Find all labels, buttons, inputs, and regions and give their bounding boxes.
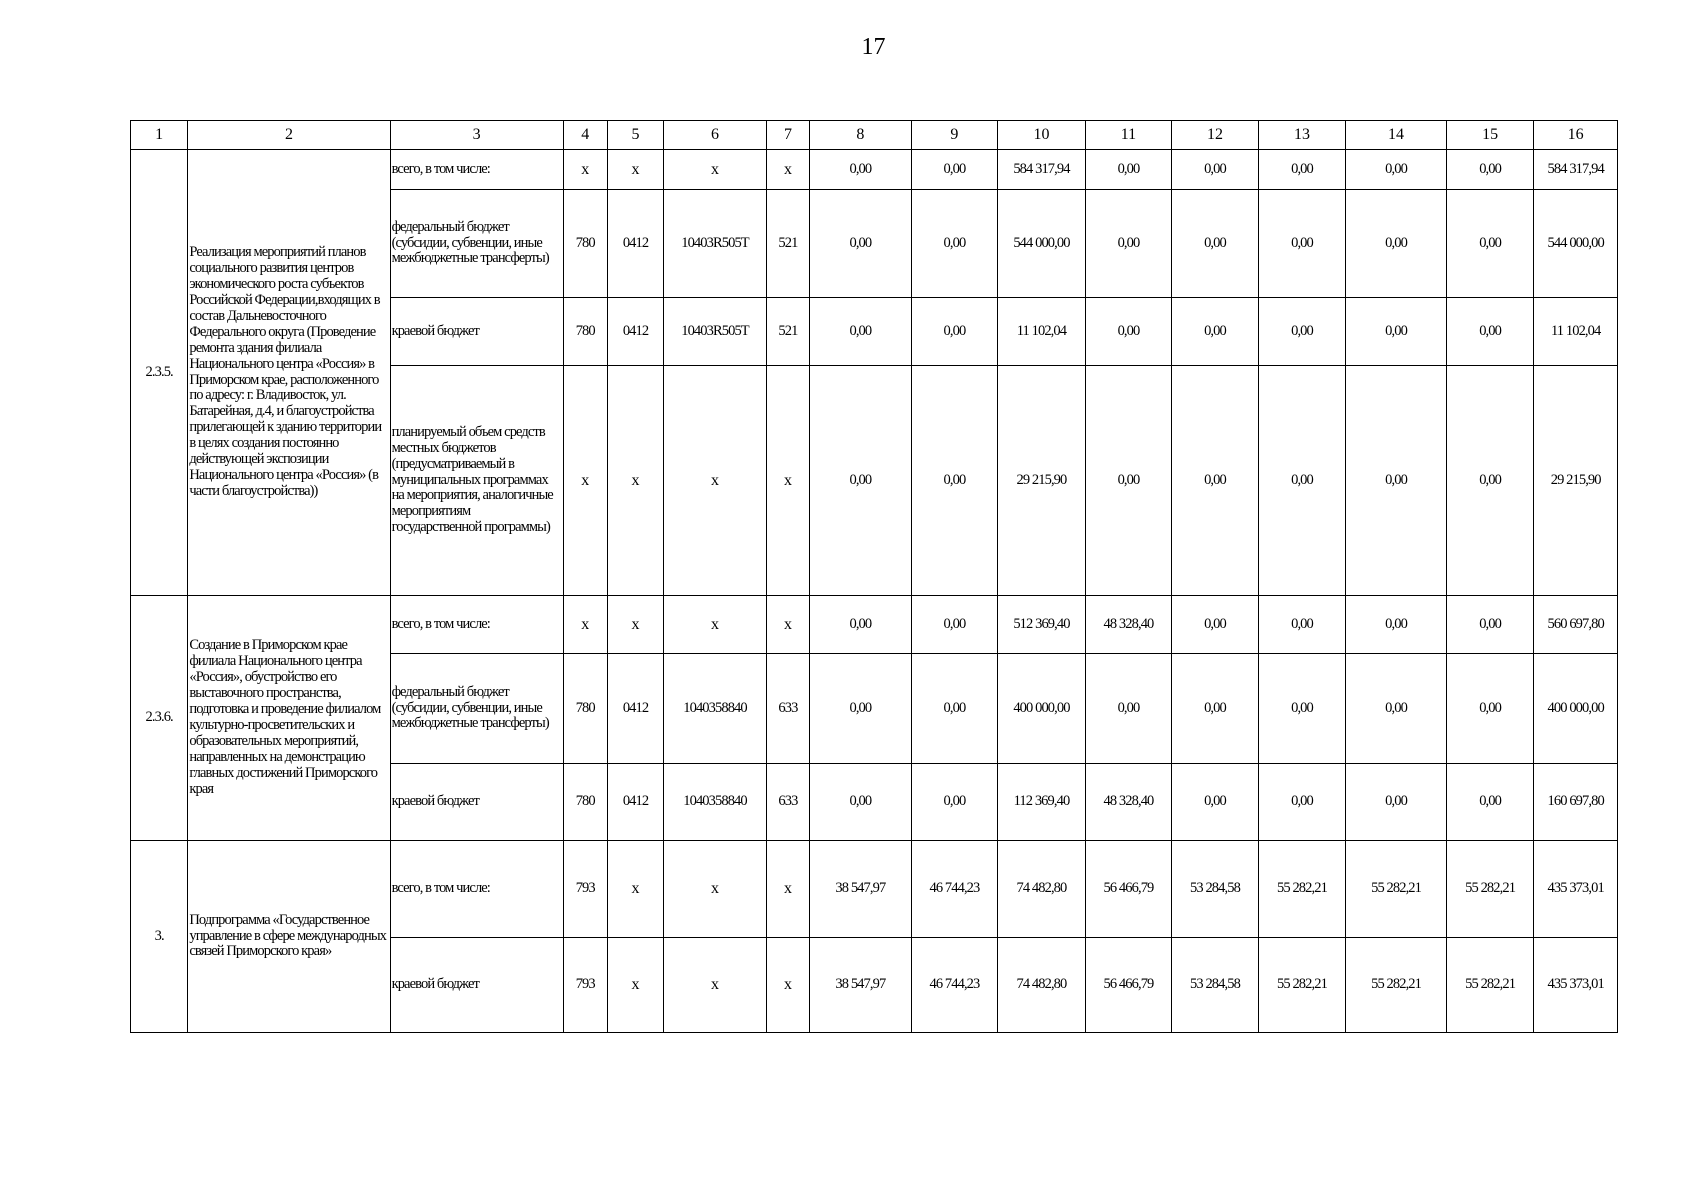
admin-code: 793	[563, 938, 607, 1033]
column-number-15: 15	[1446, 121, 1534, 150]
column-number-10: 10	[998, 121, 1086, 150]
amount-col-9: 0,00	[911, 366, 998, 596]
column-number-7: 7	[766, 121, 809, 150]
amount-col-13: 0,00	[1258, 190, 1346, 298]
amount-col-14: 0,00	[1346, 366, 1447, 596]
admin-code: 780	[563, 298, 607, 366]
expense-type-code: 633	[766, 654, 809, 764]
funding-source: федеральный бюджет (субсидии, субвенции, иные межбюджетные трансферты)	[390, 654, 563, 764]
funding-source: краевой бюджет	[390, 938, 563, 1033]
amount-col-14: 55 282,21	[1346, 938, 1447, 1033]
amount-col-16: 544 000,00	[1534, 190, 1618, 298]
amount-col-15: 0,00	[1446, 596, 1534, 654]
amount-col-9: 46 744,23	[911, 841, 998, 938]
amount-col-11: 0,00	[1085, 150, 1172, 190]
amount-col-11: 0,00	[1085, 366, 1172, 596]
amount-col-10: 584 317,94	[998, 150, 1086, 190]
amount-col-8: 0,00	[810, 298, 912, 366]
amount-col-15: 0,00	[1446, 190, 1534, 298]
admin-code: x	[563, 150, 607, 190]
activity-name: Реализация мероприятий планов социального развития центров экономического роста субъектов Российской Федерации,входящих в состав Дальневосточного Федерального округа (Проведение ремонта здания филиала Национального центра «Россия» в Приморском крае, расположенного по адресу: г. Владивосток, ул. Батарейная, д.4, и благоустройства прилегающей к зданию территории в целях создания постоянно действующей экспозиции Национального центра «Россия» (в части благоустройства))	[188, 150, 390, 596]
amount-col-13: 55 282,21	[1258, 841, 1346, 938]
amount-col-12: 0,00	[1172, 150, 1259, 190]
target-article-code: 1040358840	[664, 654, 767, 764]
amount-col-10: 29 215,90	[998, 366, 1086, 596]
column-number-1: 1	[131, 121, 188, 150]
admin-code: 793	[563, 841, 607, 938]
section-code: 0412	[607, 190, 663, 298]
admin-code: 780	[563, 764, 607, 841]
target-article-code: 1040358840	[664, 764, 767, 841]
amount-col-9: 0,00	[911, 298, 998, 366]
target-article-code: x	[664, 841, 767, 938]
amount-col-13: 0,00	[1258, 596, 1346, 654]
column-number-11: 11	[1085, 121, 1172, 150]
section-code: x	[607, 366, 663, 596]
amount-col-8: 0,00	[810, 150, 912, 190]
expense-type-code: x	[766, 366, 809, 596]
expense-type-code: 633	[766, 764, 809, 841]
amount-col-9: 46 744,23	[911, 938, 998, 1033]
amount-col-11: 0,00	[1085, 190, 1172, 298]
amount-col-15: 0,00	[1446, 298, 1534, 366]
funding-source: всего, в том числе:	[390, 841, 563, 938]
section-code: 0412	[607, 764, 663, 841]
amount-col-12: 0,00	[1172, 190, 1259, 298]
row-number: 3.	[131, 841, 188, 1033]
amount-col-14: 0,00	[1346, 150, 1447, 190]
amount-col-13: 0,00	[1258, 764, 1346, 841]
amount-col-15: 55 282,21	[1446, 841, 1534, 938]
amount-col-15: 55 282,21	[1446, 938, 1534, 1033]
activity-name: Подпрограмма «Государственное управление в сфере международных связей Приморского края»	[188, 841, 390, 1033]
amount-col-10: 74 482,80	[998, 841, 1086, 938]
amount-col-15: 0,00	[1446, 366, 1534, 596]
column-number-8: 8	[810, 121, 912, 150]
column-number-14: 14	[1346, 121, 1447, 150]
column-number-row	[131, 121, 1618, 150]
admin-code: x	[563, 596, 607, 654]
column-number-9: 9	[911, 121, 998, 150]
amount-col-13: 0,00	[1258, 654, 1346, 764]
section-code: x	[607, 938, 663, 1033]
funding-source: всего, в том числе:	[390, 596, 563, 654]
amount-col-8: 0,00	[810, 190, 912, 298]
column-number-5: 5	[607, 121, 663, 150]
target-article-code: x	[664, 150, 767, 190]
amount-col-16: 435 373,01	[1534, 938, 1618, 1033]
admin-code: 780	[563, 654, 607, 764]
section-code: 0412	[607, 654, 663, 764]
funding-source: всего, в том числе:	[390, 150, 563, 190]
section-code: 0412	[607, 298, 663, 366]
amount-col-10: 112 369,40	[998, 764, 1086, 841]
amount-col-9: 0,00	[911, 654, 998, 764]
expense-type-code: x	[766, 596, 809, 654]
target-article-code: x	[664, 938, 767, 1033]
column-number-13: 13	[1258, 121, 1346, 150]
amount-col-14: 55 282,21	[1346, 841, 1447, 938]
amount-col-14: 0,00	[1346, 596, 1447, 654]
amount-col-9: 0,00	[911, 190, 998, 298]
amount-col-15: 0,00	[1446, 764, 1534, 841]
amount-col-8: 0,00	[810, 366, 912, 596]
amount-col-13: 0,00	[1258, 150, 1346, 190]
amount-col-10: 512 369,40	[998, 596, 1086, 654]
amount-col-14: 0,00	[1346, 298, 1447, 366]
target-article-code: 10403R505T	[664, 190, 767, 298]
amount-col-11: 0,00	[1085, 298, 1172, 366]
column-number-16: 16	[1534, 121, 1618, 150]
amount-col-9: 0,00	[911, 764, 998, 841]
amount-col-11: 48 328,40	[1085, 764, 1172, 841]
amount-col-12: 0,00	[1172, 366, 1259, 596]
section-code: x	[607, 841, 663, 938]
amount-col-16: 29 215,90	[1534, 366, 1618, 596]
funding-source: краевой бюджет	[390, 298, 563, 366]
amount-col-10: 74 482,80	[998, 938, 1086, 1033]
expense-type-code: x	[766, 150, 809, 190]
amount-col-11: 48 328,40	[1085, 596, 1172, 654]
column-number-3: 3	[390, 121, 563, 150]
funding-source: краевой бюджет	[390, 764, 563, 841]
amount-col-8: 0,00	[810, 654, 912, 764]
admin-code: 780	[563, 190, 607, 298]
column-number-2: 2	[188, 121, 390, 150]
amount-col-11: 0,00	[1085, 654, 1172, 764]
section-code: x	[607, 150, 663, 190]
expense-type-code: x	[766, 841, 809, 938]
amount-col-12: 0,00	[1172, 654, 1259, 764]
amount-col-9: 0,00	[911, 150, 998, 190]
amount-col-11: 56 466,79	[1085, 938, 1172, 1033]
amount-col-10: 11 102,04	[998, 298, 1086, 366]
amount-col-10: 400 000,00	[998, 654, 1086, 764]
amount-col-8: 0,00	[810, 764, 912, 841]
amount-col-8: 38 547,97	[810, 938, 912, 1033]
table-row	[131, 841, 1618, 938]
expense-type-code: 521	[766, 298, 809, 366]
amount-col-15: 0,00	[1446, 150, 1534, 190]
amount-col-8: 38 547,97	[810, 841, 912, 938]
amount-col-16: 584 317,94	[1534, 150, 1618, 190]
amount-col-16: 160 697,80	[1534, 764, 1618, 841]
amount-col-13: 55 282,21	[1258, 938, 1346, 1033]
amount-col-16: 435 373,01	[1534, 841, 1618, 938]
table-row	[131, 150, 1618, 190]
funding-source: федеральный бюджет (субсидии, субвенции, иные межбюджетные трансферты)	[390, 190, 563, 298]
expense-type-code: 521	[766, 190, 809, 298]
column-number-6: 6	[664, 121, 767, 150]
page-number: 17	[861, 34, 886, 60]
amount-col-13: 0,00	[1258, 366, 1346, 596]
amount-col-9: 0,00	[911, 596, 998, 654]
amount-col-13: 0,00	[1258, 298, 1346, 366]
column-number-12: 12	[1172, 121, 1259, 150]
amount-col-10: 544 000,00	[998, 190, 1086, 298]
amount-col-12: 53 284,58	[1172, 938, 1259, 1033]
amount-col-14: 0,00	[1346, 654, 1447, 764]
amount-col-11: 56 466,79	[1085, 841, 1172, 938]
target-article-code: x	[664, 596, 767, 654]
funding-source: планируемый объем средств местных бюджетов (предусматриваемый в муниципальных программах на мероприятия, аналогичные мероприятиям государственной программы)	[390, 366, 563, 596]
amount-col-14: 0,00	[1346, 764, 1447, 841]
amount-col-16: 400 000,00	[1534, 654, 1618, 764]
section-code: x	[607, 596, 663, 654]
amount-col-16: 560 697,80	[1534, 596, 1618, 654]
amount-col-12: 0,00	[1172, 764, 1259, 841]
amount-col-16: 11 102,04	[1534, 298, 1618, 366]
table-row	[131, 596, 1618, 654]
budget-table	[130, 120, 1618, 1033]
amount-col-12: 53 284,58	[1172, 841, 1259, 938]
amount-col-15: 0,00	[1446, 654, 1534, 764]
target-article-code: 10403R505T	[664, 298, 767, 366]
row-number: 2.3.5.	[131, 150, 188, 596]
column-number-4: 4	[563, 121, 607, 150]
admin-code: x	[563, 366, 607, 596]
amount-col-8: 0,00	[810, 596, 912, 654]
activity-name: Создание в Приморском крае филиала Национального центра «Россия», обустройство его выставочного пространства, подготовка и проведение филиалом культурно-просветительских и образовательных мероприятий, направленных на демонстрацию главных достижений Приморского края	[188, 596, 390, 841]
amount-col-14: 0,00	[1346, 190, 1447, 298]
amount-col-12: 0,00	[1172, 298, 1259, 366]
expense-type-code: x	[766, 938, 809, 1033]
target-article-code: x	[664, 366, 767, 596]
amount-col-12: 0,00	[1172, 596, 1259, 654]
row-number: 2.3.6.	[131, 596, 188, 841]
